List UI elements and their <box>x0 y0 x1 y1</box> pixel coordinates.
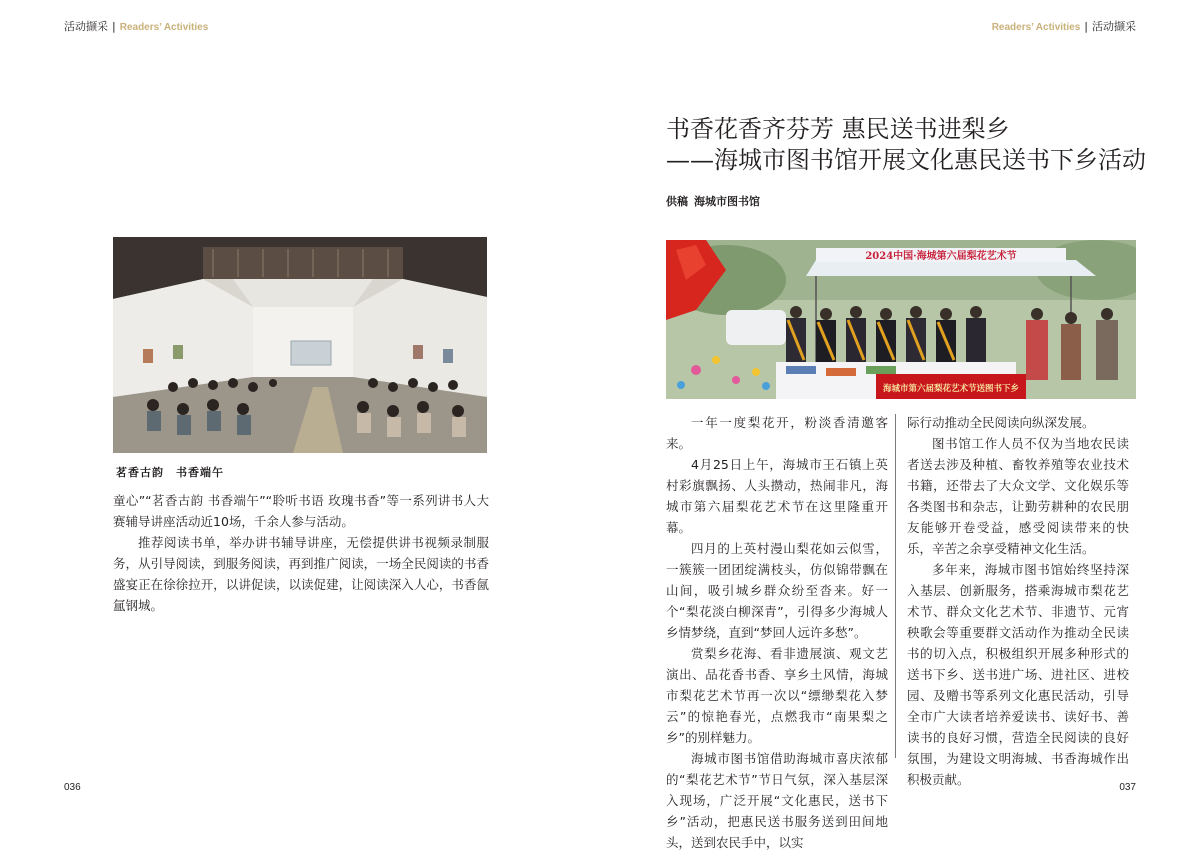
header-divider: | <box>1084 20 1088 33</box>
lecture-hall-illustration <box>113 237 487 453</box>
tent-banner-text: 2024中国·海城第六届梨花艺术节 <box>865 251 1017 262</box>
subtitle-line: ——海城市图书馆开展文化惠民送书下乡活动 <box>666 146 1146 174</box>
paragraph: 赏梨乡花海、看非遗展演、观文艺演出、品花香书香、享乡土风情，海城市梨花艺术节再一次以“缥缈梨花入梦云”的惊艳春光，点燃我市“南果梨之乡”的别样魅力。 <box>666 646 888 745</box>
lecture-hall-photo <box>113 237 487 453</box>
paragraph: 多年来，海城市图书馆始终坚持深入基层、创新服务，搭乘海城市梨花艺术节、群众文化艺术节、非遗节、元宵秧歌会等重要群文活动作为推动全民读书的切入点，积极组织开展多种形式的送书下乡、送书进广场、进社区、进校园、及赠书等系列文化惠民活动，引导全市广大读者培养爱读书、读好书、善读书的良好习惯，营造全民阅读的良好氛围，为建设文明海城、书香海城作出积极贡献。 <box>907 562 1129 787</box>
section-name-en: Readers’ Activities <box>119 22 209 33</box>
stand-sign-text: 海城市第六届梨花艺术节送图书下乡 <box>882 384 1020 394</box>
article-title <box>666 114 1146 176</box>
running-header-left <box>64 20 208 35</box>
paragraph: 图书馆工作人员不仅为当地农民读者送去涉及种植、畜牧养殖等农业技术书籍，还带去了大众文学、文化娱乐等各类图书和杂志，让勤劳耕种的农民朋友能够开卷受益，感受阅读带来的快乐，辛苦之余享受精神文化生活。 <box>907 436 1129 556</box>
article-column-2 <box>907 412 1129 790</box>
section-name: 活动撷采 <box>1092 20 1136 33</box>
paragraph: 四月的上英村漫山梨花如云似雪，一簇簇一团团绽满枝头，仿似锦带飘在山间，吸引城乡群众纷至沓来。好一个“梨花淡白柳深青”，引得多少海城人乡情梦绕，直到“梦回人远许多愁”。 <box>666 541 888 640</box>
page-number-right: 037 <box>1119 782 1136 793</box>
paragraph: 海城市图书馆借助海城市喜庆浓郁的“梨花艺术节”节日气氛，深入基层深入现场，广泛开展“文化惠民，送书下乡”活动，把惠民送书服务送到田间地头，送到农民手中，以实 <box>666 751 888 850</box>
byline-source: 海城市图书馆 <box>694 195 760 208</box>
title-line: 书香花香齐芬芳 惠民送书进梨乡 <box>666 115 1010 143</box>
column-divider <box>895 414 896 758</box>
photo-caption: 茗香古韵 书香端午 <box>116 466 224 479</box>
running-header-right <box>992 20 1136 35</box>
paragraph: 一年一度梨花开，粉淡香清邀客来。 <box>666 415 888 451</box>
left-page-body <box>113 490 489 616</box>
festival-stand-photo <box>666 240 1136 399</box>
paragraph: 际行动推动全民阅读向纵深发展。 <box>907 415 1095 430</box>
paragraph: 4月25日上午，海城市王石镇上英村彩旗飘扬、人头攒动，热闹非凡，海城市第六届梨花艺术节在这里隆重开幕。 <box>666 457 888 535</box>
paragraph: 推荐阅读书单，举办讲书辅导讲座，无偿提供讲书视频录制服务，从引导阅读，到服务阅读，再到推广阅读，一场全民阅读的书香盛宴正在徐徐拉开，以讲促读，以读促建，让阅读深入人心，书香氤氲钢城。 <box>113 535 489 613</box>
festival-stand-illustration <box>666 240 1136 399</box>
header-divider: | <box>112 20 116 33</box>
byline <box>666 193 760 209</box>
article-column-1 <box>666 412 888 853</box>
section-name-en: Readers’ Activities <box>991 22 1081 33</box>
section-name: 活动撷采 <box>64 20 108 33</box>
page-number-left: 036 <box>64 782 81 793</box>
byline-label: 供稿 <box>666 195 688 208</box>
paragraph: 童心”“茗香古韵 书香端午”“聆听书语 玫瑰书香”等一系列讲书人大赛辅导讲座活动近10场，千余人参与活动。 <box>113 493 489 529</box>
